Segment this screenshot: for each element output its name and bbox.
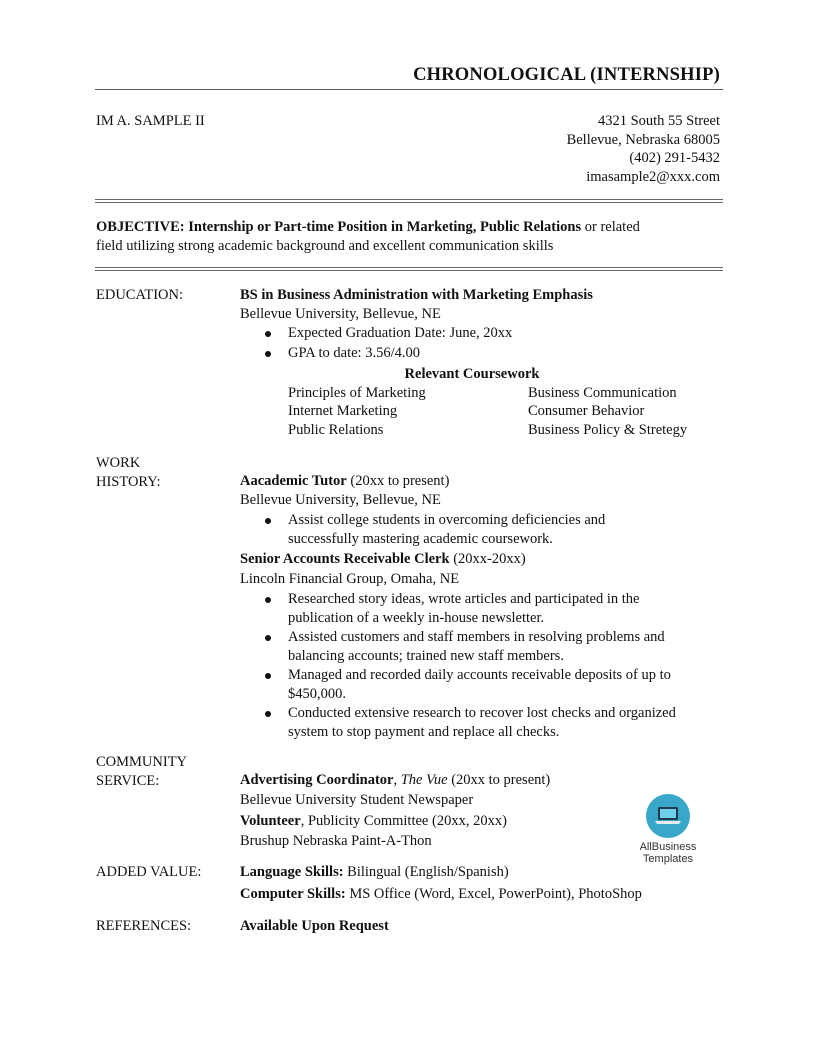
references-value: Available Upon Request bbox=[240, 918, 389, 934]
document-title: CHRONOLOGICAL (INTERNSHIP) bbox=[413, 65, 720, 85]
role-org: The Vue bbox=[400, 772, 448, 788]
course-item: Business Communication bbox=[528, 384, 677, 401]
course-item: Business Policy & Stretegy bbox=[528, 421, 688, 438]
logo-line2: Templates bbox=[642, 853, 694, 865]
role-title: Volunteer bbox=[240, 813, 301, 829]
objective-double-rule bbox=[95, 267, 723, 271]
computer-skills-label: Computer Skills: bbox=[240, 885, 346, 902]
role-place: Bellevue University Student Newspaper bbox=[240, 791, 474, 808]
list-item: Assist college students in overcoming deficiencies and successfully mastering academic coursework. bbox=[240, 511, 726, 548]
role-title: Advertising Coordinator bbox=[240, 772, 394, 788]
contact-street: 4321 South 55 Street bbox=[597, 113, 720, 129]
list-item: Expected Graduation Date: June, 20xx bbox=[240, 324, 726, 343]
job-title: Aacademic Tutor bbox=[240, 473, 347, 489]
list-item: Managed and recorded daily accounts receivable deposits of up to $450,000. bbox=[240, 666, 726, 703]
list-item: GPA to date: 3.56/4.00 bbox=[240, 344, 726, 363]
objective-section bbox=[96, 218, 726, 255]
references-label: REFERENCES: bbox=[96, 918, 192, 934]
coursework-title: Relevant Coursework bbox=[404, 366, 540, 382]
objective-label: OBJECTIVE: bbox=[96, 219, 185, 235]
objective-text-rest: or related bbox=[581, 219, 640, 235]
list-item: Conducted extensive research to recover lost checks and organized system to stop payment and replace all checks. bbox=[240, 704, 726, 741]
role-dates: (20xx to present) bbox=[447, 772, 551, 788]
objective-line2: field utilizing strong academic background and excellent communication skills bbox=[96, 237, 554, 254]
job-dates: (20xx-20xx) bbox=[449, 551, 526, 567]
community-section: Advertising Coordinator, The Vue (20xx to present) Bellevue University Student Newspaper Volunteer, Publicity Committee (20xx, 20xx) Brushup Nebraska Paint-A-Thon bbox=[240, 771, 726, 850]
applicant-name: IM A. SAMPLE II bbox=[96, 113, 205, 129]
work-label: WORK HISTORY: bbox=[96, 455, 161, 490]
title-rule bbox=[95, 89, 723, 90]
laptop-icon bbox=[646, 794, 690, 838]
added-value-section bbox=[240, 863, 726, 903]
contact-phone: (402) 291-5432 bbox=[629, 150, 720, 166]
list-item: Assisted customers and staff members in resolving problems and balancing accounts; trained new staff members. bbox=[240, 628, 726, 665]
contact-city: Bellevue, Nebraska 68005 bbox=[566, 131, 720, 148]
work-section bbox=[240, 472, 726, 741]
job-org: Lincoln Financial Group, Omaha, NE bbox=[240, 570, 460, 587]
course-item: Consumer Behavior bbox=[528, 403, 645, 419]
course-item: Principles of Marketing bbox=[288, 384, 426, 401]
header-double-rule bbox=[95, 199, 723, 203]
logo-line1: AllBusiness bbox=[639, 841, 697, 853]
course-item: Internet Marketing bbox=[288, 403, 398, 419]
coursework-grid bbox=[240, 384, 726, 440]
course-item: Public Relations bbox=[288, 421, 384, 438]
education-label: EDUCATION: bbox=[96, 287, 183, 303]
added-value-label: ADDED VALUE: bbox=[96, 864, 202, 880]
job-org: Bellevue University, Bellevue, NE bbox=[240, 491, 441, 508]
allbusiness-logo bbox=[636, 794, 700, 865]
education-school: Bellevue University, Bellevue, NE bbox=[240, 305, 441, 322]
community-label: COMMUNITY SERVICE: bbox=[96, 754, 188, 789]
language-skills-label: Language Skills: bbox=[240, 864, 344, 880]
education-section bbox=[240, 286, 726, 439]
contact-block bbox=[567, 112, 720, 186]
degree: BS in Business Administration with Marketing Emphasis bbox=[240, 287, 593, 303]
contact-email: imasample2@xxx.com bbox=[586, 168, 720, 185]
language-skills-value: Bilingual (English/Spanish) bbox=[343, 864, 509, 880]
objective-bold-text: Internship or Part-time Position in Marketing, Public Relations bbox=[188, 219, 582, 235]
list-item: Researched story ideas, wrote articles and participated in the publication of a weekly in-house newsletter. bbox=[240, 590, 726, 627]
job-dates: (20xx to present) bbox=[346, 473, 450, 489]
role-place: Brushup Nebraska Paint-A-Thon bbox=[240, 832, 432, 849]
computer-skills-value: MS Office (Word, Excel, PowerPoint), PhotoShop bbox=[345, 885, 642, 902]
job-title: Senior Accounts Receivable Clerk bbox=[240, 551, 450, 567]
